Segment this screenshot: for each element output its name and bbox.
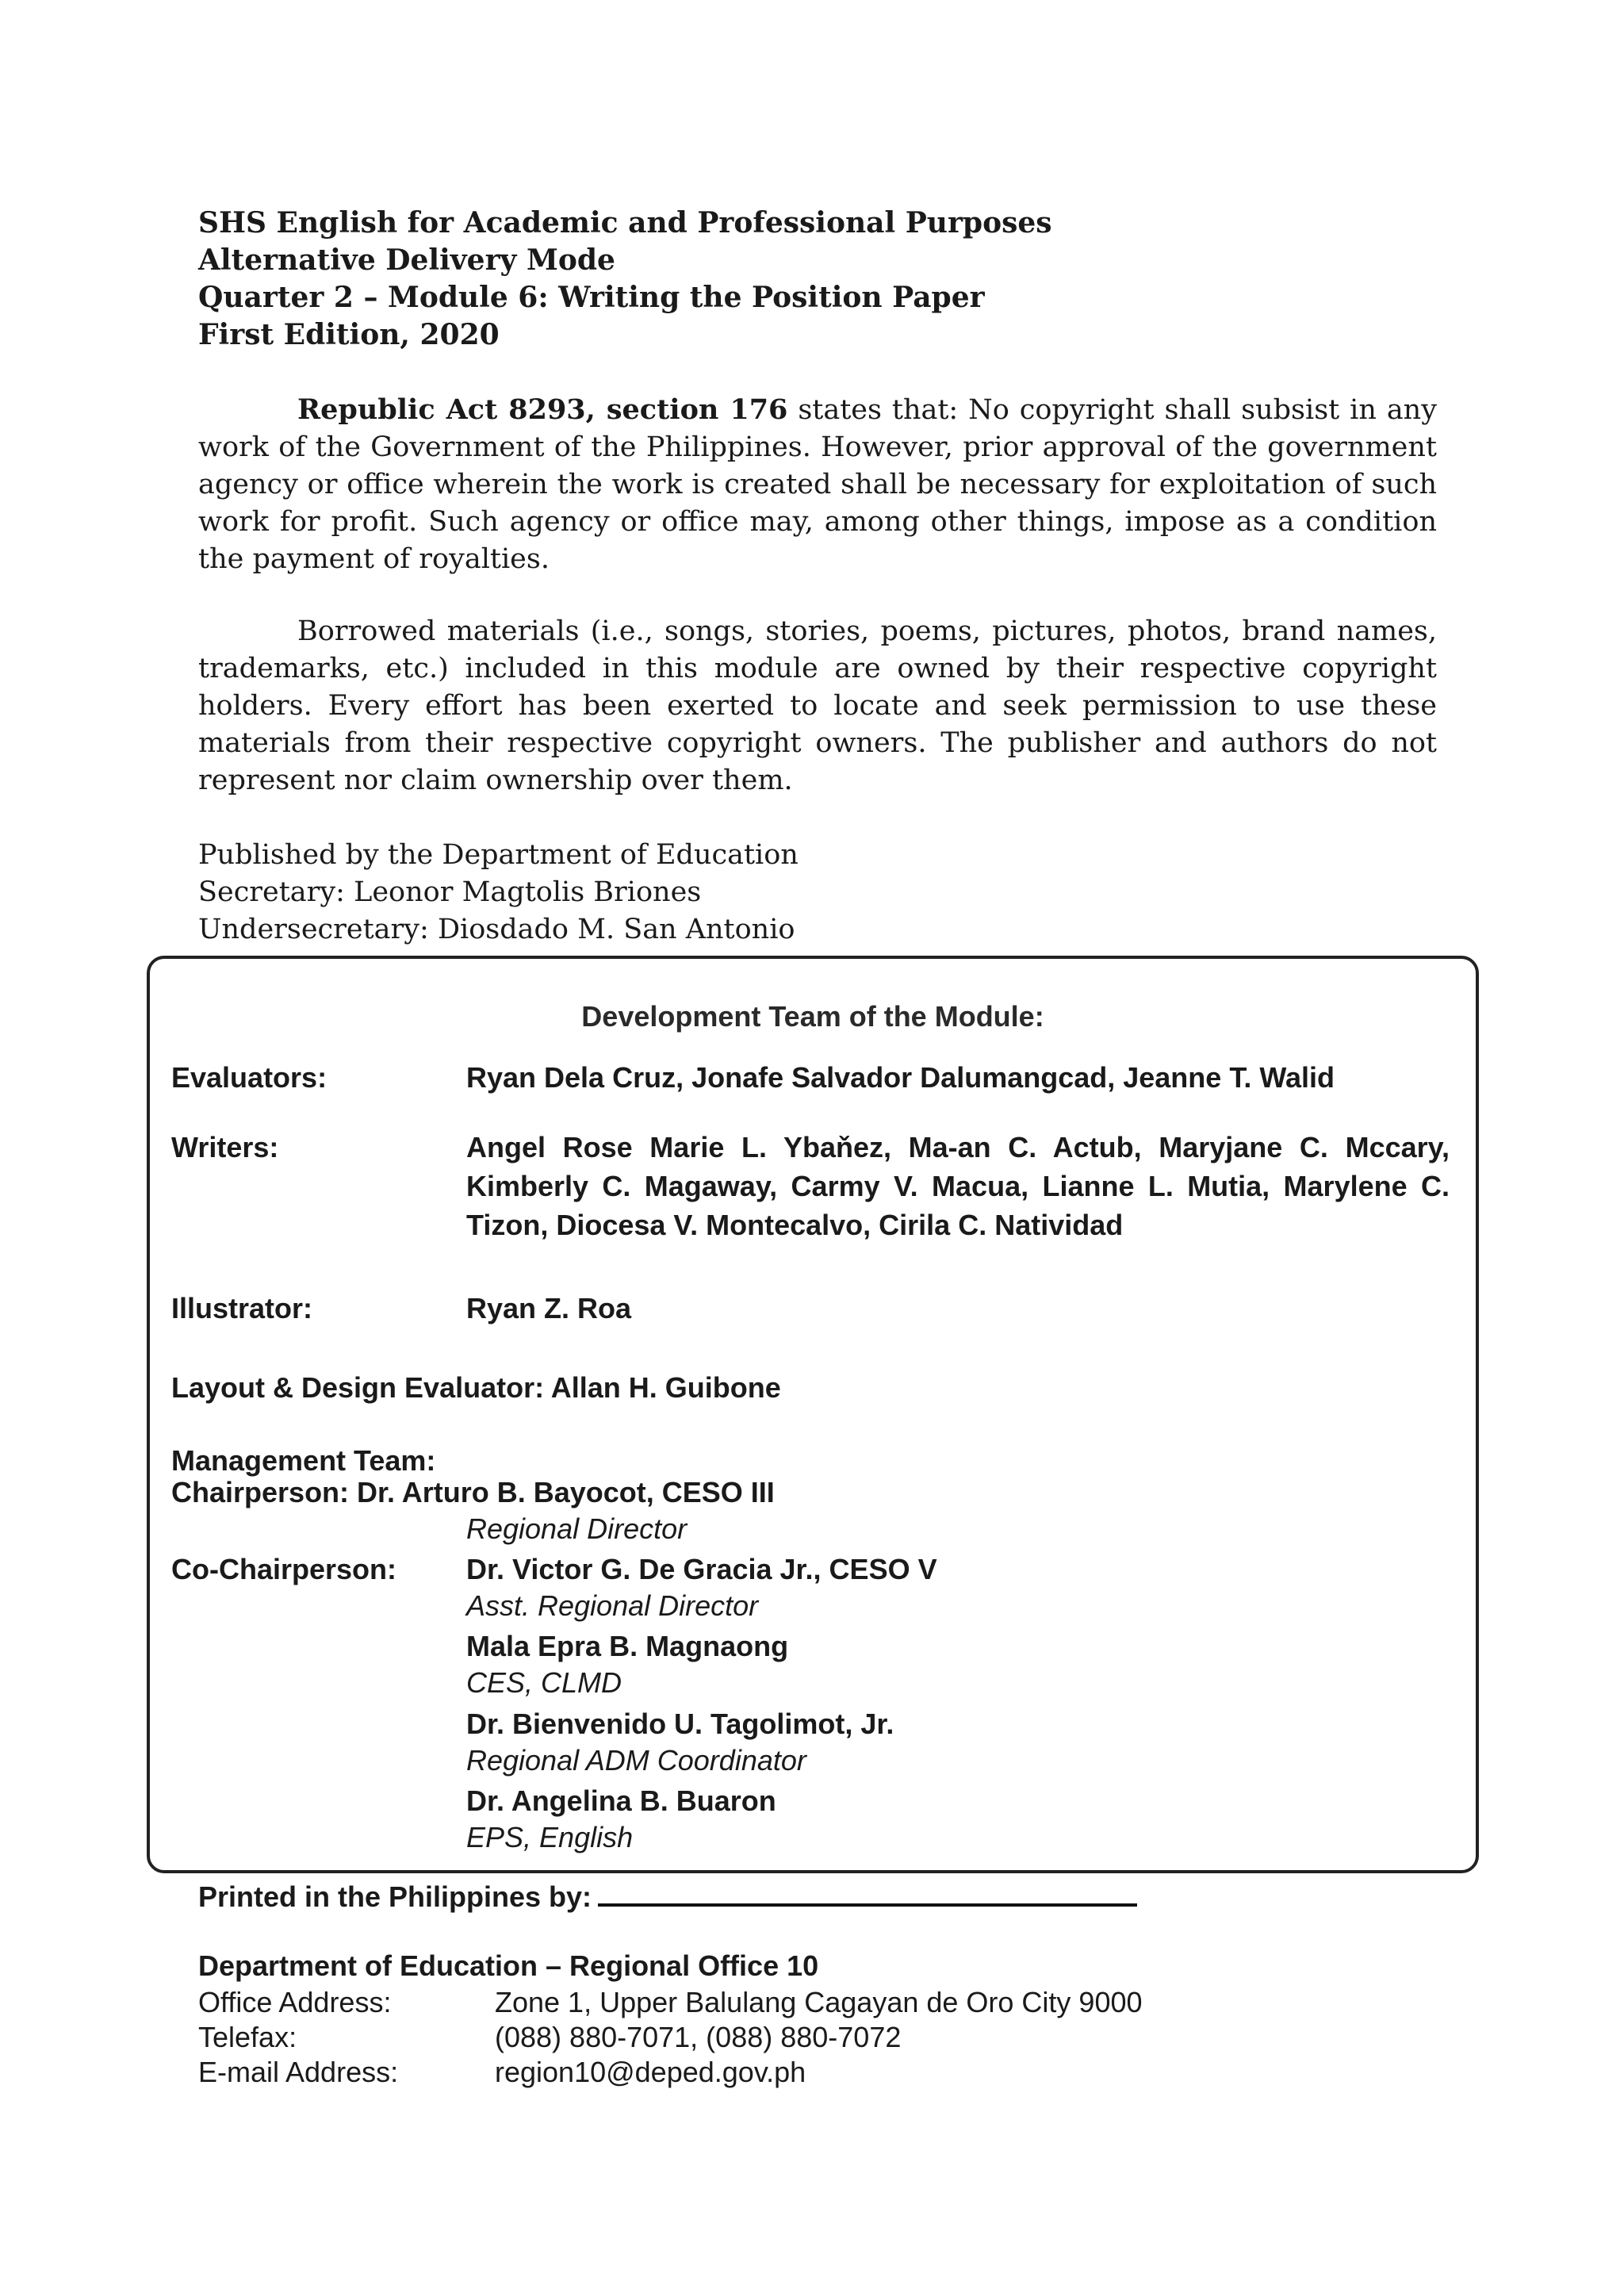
printed-by-line <box>198 1880 1137 1914</box>
writers-label: Writers: <box>171 1131 279 1163</box>
illustrator-value: Ryan Z. Roa <box>466 1292 632 1324</box>
title-line-4: First Edition, 2020 <box>198 318 500 351</box>
office-block <box>198 1947 1143 2090</box>
illustrator-label: Illustrator: <box>171 1292 313 1324</box>
member-role: Regional ADM Coordinator <box>466 1744 806 1777</box>
address-row <box>198 1985 1143 2020</box>
telefax-value: (088) 880-7071, (088) 880-7072 <box>495 2021 902 2053</box>
publisher-block <box>198 837 799 949</box>
republic-act-reference: Republic Act 8293, section 176 <box>297 393 788 426</box>
address-value: Zone 1, Upper Balulang Cagayan de Oro City 9000 <box>495 1986 1143 2018</box>
chairperson-role: Regional Director <box>466 1512 688 1545</box>
member-name: Dr. Bienvenido U. Tagolimot, Jr. <box>466 1708 894 1740</box>
member-role: CES, CLMD <box>466 1666 622 1699</box>
writers-value: Angel Rose Marie L. Ybaňez, Ma-an C. Actub, Maryjane C. Mccary, Kimberly C. Magaway, Carmy V. Macua, Lianne L. Mutia, Marylene C. Tizon, Diocesa V. Montecalvo, Cirila C. Natividad <box>466 1131 1450 1241</box>
email-row <box>198 2055 818 2090</box>
email-value[interactable]: region10@deped.gov.ph <box>495 2056 806 2088</box>
telefax-label: Telefax: <box>198 2021 297 2053</box>
title-line-1: SHS English for Academic and Professional Purposes <box>198 206 1052 240</box>
title-block <box>198 205 1435 354</box>
printed-label: Printed in the Philippines by: <box>198 1880 592 1913</box>
secretary: Secretary: Leonor Magtolis Briones <box>198 876 702 908</box>
telefax-row <box>198 2020 902 2055</box>
address-label: Office Address: <box>198 1986 392 2018</box>
development-team-box <box>147 956 1479 1873</box>
copyright-text: states that: No copyright shall subsist in any work of the Government of the Philippines. However, prior approval of the government agency or office wherein the work is created shall be necessary for exploitation of such work for profit. Such agency or office may, among other things, impose as a condition the payment of royalties. <box>198 394 1437 575</box>
title-line-2: Alternative Delivery Mode <box>198 243 615 277</box>
office-heading: Department of Education – Regional Office 10 <box>198 1949 819 1982</box>
published-by: Published by the Department of Education <box>198 839 799 871</box>
blank-line <box>598 1880 1137 1907</box>
member-name: Mala Epra B. Magnaong <box>466 1630 789 1662</box>
team-heading: Development Team of the Module: <box>581 1000 1044 1033</box>
title-line-3: Quarter 2 – Module 6: Writing the Position Paper <box>198 281 985 314</box>
co-chairperson-label: Co-Chairperson: <box>171 1553 397 1585</box>
layout-design-evaluator: Layout & Design Evaluator: Allan H. Guibone <box>171 1371 781 1404</box>
email-label: E-mail Address: <box>198 2056 399 2088</box>
member-role: Asst. Regional Director <box>466 1589 759 1622</box>
evaluators-label: Evaluators: <box>171 1061 327 1094</box>
member-name: Dr. Angelina B. Buaron <box>466 1784 776 1817</box>
borrowed-materials-paragraph: Borrowed materials (i.e., songs, stories, poems, pictures, photos, brand names, trademarks, etc.) included in this module are owned by their respective copyright holders. Every effort has been exerted to locate and seek permission to use these materials from their respective copyright owners. The publisher and authors do not represent nor claim ownership over them. <box>198 615 1437 796</box>
evaluators-value: Ryan Dela Cruz, Jonafe Salvador Dalumangcad, Jeanne T. Walid <box>466 1061 1335 1094</box>
member-role: EPS, English <box>466 1821 634 1853</box>
management-team-label: Management Team: <box>171 1444 436 1477</box>
undersecretary: Undersecretary: Diosdado M. San Antonio <box>198 914 795 945</box>
copyright-paragraph <box>198 391 1437 578</box>
member-name: Dr. Victor G. De Gracia Jr., CESO V <box>466 1553 937 1585</box>
chairperson-line: Chairperson: Dr. Arturo B. Bayocot, CESO III <box>171 1476 775 1508</box>
